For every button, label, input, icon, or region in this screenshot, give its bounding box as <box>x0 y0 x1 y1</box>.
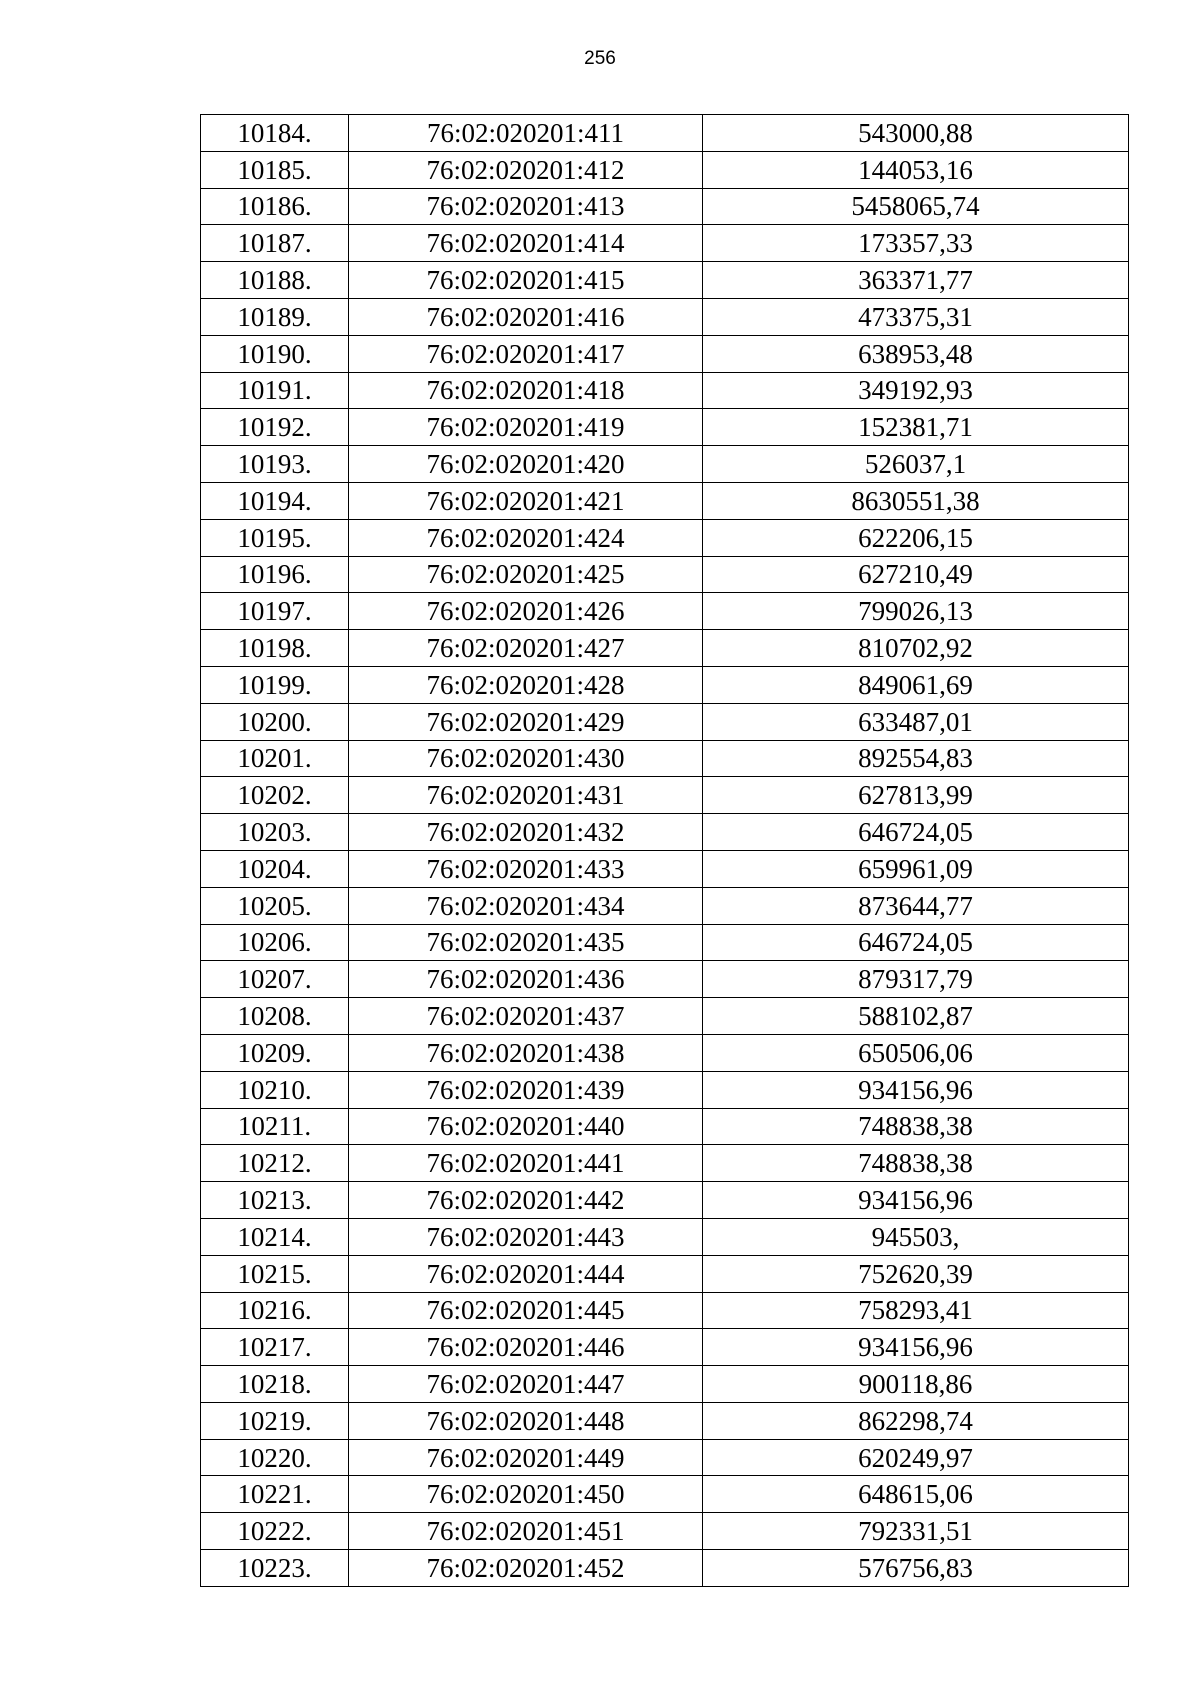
table-row <box>201 1550 1129 1587</box>
cadastral-number-cell: 76:02:020201:434 <box>349 887 703 924</box>
table-row <box>201 1292 1129 1329</box>
row-number-cell: 10201. <box>201 740 349 777</box>
table-row <box>201 593 1129 630</box>
cadastral-value-cell: 620249,97 <box>703 1439 1129 1476</box>
table-row <box>201 335 1129 372</box>
cadastral-number-cell: 76:02:020201:433 <box>349 850 703 887</box>
table-row <box>201 519 1129 556</box>
table-row <box>201 1366 1129 1403</box>
cadastral-number-cell: 76:02:020201:447 <box>349 1366 703 1403</box>
row-number-cell: 10219. <box>201 1402 349 1439</box>
cadastral-number-cell: 76:02:020201:427 <box>349 630 703 667</box>
cadastral-value-cell: 900118,86 <box>703 1366 1129 1403</box>
cadastral-number-cell: 76:02:020201:436 <box>349 961 703 998</box>
cadastral-value-cell: 363371,77 <box>703 262 1129 299</box>
table-row <box>201 998 1129 1035</box>
cadastral-number-cell: 76:02:020201:420 <box>349 446 703 483</box>
row-number-cell: 10197. <box>201 593 349 630</box>
cadastral-number-cell: 76:02:020201:414 <box>349 225 703 262</box>
cadastral-number-cell: 76:02:020201:430 <box>349 740 703 777</box>
row-number-cell: 10184. <box>201 115 349 152</box>
cadastral-value-cell: 588102,87 <box>703 998 1129 1035</box>
cadastral-value-cell: 144053,16 <box>703 151 1129 188</box>
row-number-cell: 10206. <box>201 924 349 961</box>
cadastral-number-cell: 76:02:020201:418 <box>349 372 703 409</box>
cadastral-value-cell: 622206,15 <box>703 519 1129 556</box>
row-number-cell: 10188. <box>201 262 349 299</box>
cadastral-value-cell: 758293,41 <box>703 1292 1129 1329</box>
row-number-cell: 10205. <box>201 887 349 924</box>
table-row <box>201 298 1129 335</box>
table-row <box>201 556 1129 593</box>
row-number-cell: 10198. <box>201 630 349 667</box>
table-row <box>201 115 1129 152</box>
table-row <box>201 372 1129 409</box>
table-row <box>201 1439 1129 1476</box>
cadastral-number-cell: 76:02:020201:445 <box>349 1292 703 1329</box>
row-number-cell: 10209. <box>201 1034 349 1071</box>
cadastral-number-cell: 76:02:020201:428 <box>349 666 703 703</box>
table-row <box>201 1513 1129 1550</box>
table-row <box>201 151 1129 188</box>
cadastral-value-cell: 349192,93 <box>703 372 1129 409</box>
table-row <box>201 850 1129 887</box>
row-number-cell: 10202. <box>201 777 349 814</box>
table-row <box>201 961 1129 998</box>
cadastral-value-cell: 543000,88 <box>703 115 1129 152</box>
row-number-cell: 10215. <box>201 1255 349 1292</box>
cadastral-value-cell: 638953,48 <box>703 335 1129 372</box>
row-number-cell: 10195. <box>201 519 349 556</box>
cadastral-value-cell: 633487,01 <box>703 703 1129 740</box>
cadastral-value-cell: 748838,38 <box>703 1108 1129 1145</box>
row-number-cell: 10190. <box>201 335 349 372</box>
cadastral-number-cell: 76:02:020201:419 <box>349 409 703 446</box>
cadastral-value-cell: 659961,09 <box>703 850 1129 887</box>
cadastral-number-cell: 76:02:020201:411 <box>349 115 703 152</box>
cadastral-value-cell: 576756,83 <box>703 1550 1129 1587</box>
cadastral-value-cell: 873644,77 <box>703 887 1129 924</box>
cadastral-number-cell: 76:02:020201:429 <box>349 703 703 740</box>
row-number-cell: 10208. <box>201 998 349 1035</box>
row-number-cell: 10191. <box>201 372 349 409</box>
cadastral-value-cell: 5458065,74 <box>703 188 1129 225</box>
row-number-cell: 10194. <box>201 482 349 519</box>
cadastral-number-cell: 76:02:020201:437 <box>349 998 703 1035</box>
row-number-cell: 10207. <box>201 961 349 998</box>
cadastral-number-cell: 76:02:020201:442 <box>349 1182 703 1219</box>
row-number-cell: 10200. <box>201 703 349 740</box>
cadastral-value-cell: 879317,79 <box>703 961 1129 998</box>
row-number-cell: 10212. <box>201 1145 349 1182</box>
table-row <box>201 1402 1129 1439</box>
row-number-cell: 10214. <box>201 1218 349 1255</box>
table-row <box>201 703 1129 740</box>
table-row <box>201 1108 1129 1145</box>
row-number-cell: 10222. <box>201 1513 349 1550</box>
row-number-cell: 10196. <box>201 556 349 593</box>
cadastral-value-cell: 799026,13 <box>703 593 1129 630</box>
table-row <box>201 225 1129 262</box>
cadastral-value-cell: 648615,06 <box>703 1476 1129 1513</box>
cadastral-number-cell: 76:02:020201:435 <box>349 924 703 961</box>
cadastral-number-cell: 76:02:020201:412 <box>349 151 703 188</box>
row-number-cell: 10192. <box>201 409 349 446</box>
row-number-cell: 10189. <box>201 298 349 335</box>
cadastral-number-cell: 76:02:020201:448 <box>349 1402 703 1439</box>
cadastral-value-cell: 792331,51 <box>703 1513 1129 1550</box>
cadastral-number-cell: 76:02:020201:451 <box>349 1513 703 1550</box>
cadastral-value-cell: 862298,74 <box>703 1402 1129 1439</box>
table-row <box>201 1218 1129 1255</box>
row-number-cell: 10199. <box>201 666 349 703</box>
cadastral-number-cell: 76:02:020201:444 <box>349 1255 703 1292</box>
cadastral-value-cell: 8630551,38 <box>703 482 1129 519</box>
table-row <box>201 1145 1129 1182</box>
cadastral-value-cell: 650506,06 <box>703 1034 1129 1071</box>
cadastral-value-cell: 646724,05 <box>703 814 1129 851</box>
cadastral-number-cell: 76:02:020201:425 <box>349 556 703 593</box>
cadastral-number-cell: 76:02:020201:415 <box>349 262 703 299</box>
cadastral-number-cell: 76:02:020201:424 <box>349 519 703 556</box>
cadastral-number-cell: 76:02:020201:446 <box>349 1329 703 1366</box>
row-number-cell: 10213. <box>201 1182 349 1219</box>
table-row <box>201 1255 1129 1292</box>
cadastral-value-table <box>200 114 1129 1587</box>
table-row <box>201 1034 1129 1071</box>
table-row <box>201 1071 1129 1108</box>
table-row <box>201 814 1129 851</box>
row-number-cell: 10218. <box>201 1366 349 1403</box>
table-row <box>201 1182 1129 1219</box>
row-number-cell: 10217. <box>201 1329 349 1366</box>
cadastral-number-cell: 76:02:020201:431 <box>349 777 703 814</box>
table-row <box>201 924 1129 961</box>
cadastral-value-cell: 152381,71 <box>703 409 1129 446</box>
cadastral-value-cell: 892554,83 <box>703 740 1129 777</box>
cadastral-value-cell: 526037,1 <box>703 446 1129 483</box>
cadastral-number-cell: 76:02:020201:449 <box>349 1439 703 1476</box>
cadastral-value-cell: 934156,96 <box>703 1182 1129 1219</box>
cadastral-value-cell: 810702,92 <box>703 630 1129 667</box>
table-row <box>201 482 1129 519</box>
cadastral-value-cell: 173357,33 <box>703 225 1129 262</box>
row-number-cell: 10186. <box>201 188 349 225</box>
cadastral-value-cell: 627210,49 <box>703 556 1129 593</box>
cadastral-number-cell: 76:02:020201:432 <box>349 814 703 851</box>
table-row <box>201 666 1129 703</box>
cadastral-value-cell: 752620,39 <box>703 1255 1129 1292</box>
cadastral-value-cell: 934156,96 <box>703 1071 1129 1108</box>
row-number-cell: 10204. <box>201 850 349 887</box>
cadastral-number-cell: 76:02:020201:450 <box>349 1476 703 1513</box>
cadastral-number-cell: 76:02:020201:417 <box>349 335 703 372</box>
table-row <box>201 446 1129 483</box>
cadastral-number-cell: 76:02:020201:416 <box>349 298 703 335</box>
table-body <box>201 115 1129 1587</box>
row-number-cell: 10221. <box>201 1476 349 1513</box>
row-number-cell: 10223. <box>201 1550 349 1587</box>
row-number-cell: 10216. <box>201 1292 349 1329</box>
table-row <box>201 1476 1129 1513</box>
cadastral-value-cell: 849061,69 <box>703 666 1129 703</box>
cadastral-value-cell: 934156,96 <box>703 1329 1129 1366</box>
cadastral-number-cell: 76:02:020201:438 <box>349 1034 703 1071</box>
row-number-cell: 10220. <box>201 1439 349 1476</box>
table-row <box>201 630 1129 667</box>
cadastral-number-cell: 76:02:020201:439 <box>349 1071 703 1108</box>
row-number-cell: 10210. <box>201 1071 349 1108</box>
row-number-cell: 10203. <box>201 814 349 851</box>
row-number-cell: 10185. <box>201 151 349 188</box>
table-row <box>201 188 1129 225</box>
cadastral-value-cell: 945503, <box>703 1218 1129 1255</box>
table-row <box>201 1329 1129 1366</box>
cadastral-value-cell: 646724,05 <box>703 924 1129 961</box>
cadastral-number-cell: 76:02:020201:452 <box>349 1550 703 1587</box>
row-number-cell: 10193. <box>201 446 349 483</box>
cadastral-number-cell: 76:02:020201:413 <box>349 188 703 225</box>
cadastral-number-cell: 76:02:020201:426 <box>349 593 703 630</box>
table-row <box>201 262 1129 299</box>
cadastral-number-cell: 76:02:020201:443 <box>349 1218 703 1255</box>
table-row <box>201 740 1129 777</box>
cadastral-value-cell: 748838,38 <box>703 1145 1129 1182</box>
row-number-cell: 10187. <box>201 225 349 262</box>
cadastral-value-cell: 627813,99 <box>703 777 1129 814</box>
page-number: 256 <box>584 48 616 69</box>
cadastral-number-cell: 76:02:020201:421 <box>349 482 703 519</box>
row-number-cell: 10211. <box>201 1108 349 1145</box>
table-row <box>201 777 1129 814</box>
table-row <box>201 409 1129 446</box>
cadastral-value-cell: 473375,31 <box>703 298 1129 335</box>
table-row <box>201 887 1129 924</box>
cadastral-number-cell: 76:02:020201:441 <box>349 1145 703 1182</box>
cadastral-number-cell: 76:02:020201:440 <box>349 1108 703 1145</box>
